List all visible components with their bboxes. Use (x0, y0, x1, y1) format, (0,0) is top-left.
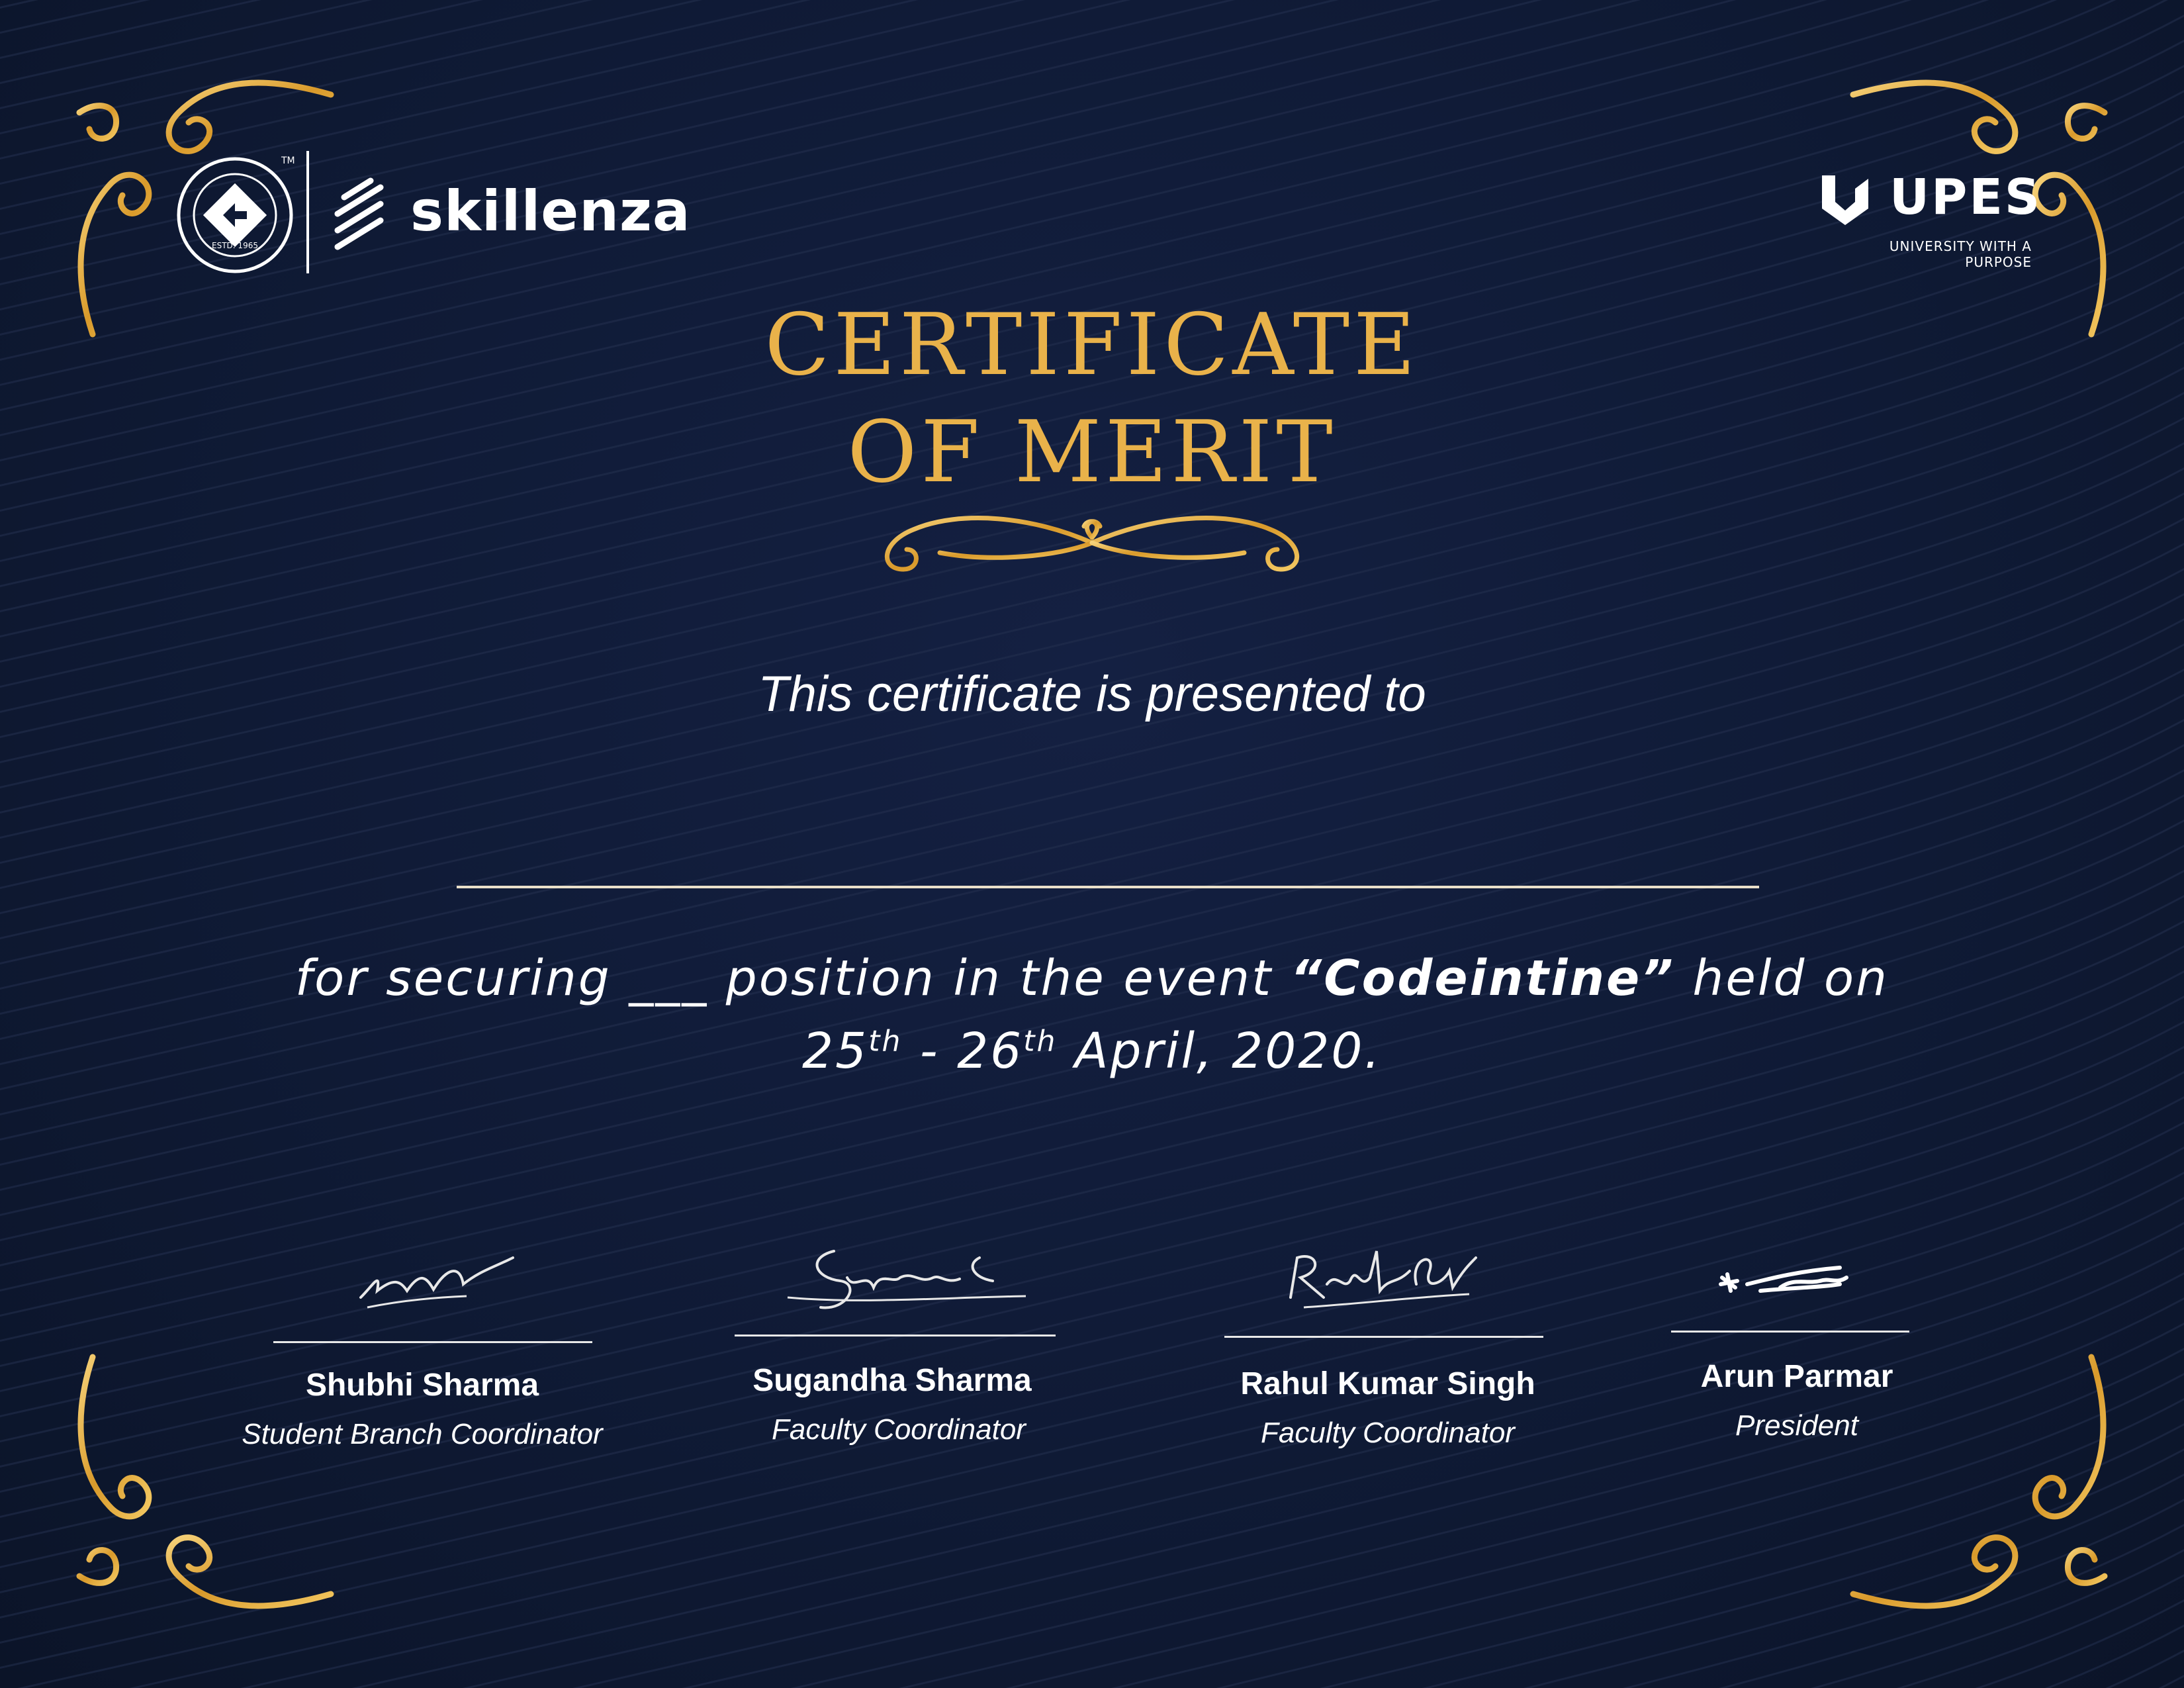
signature-line-3 (1224, 1336, 1543, 1338)
upes-logo-text: UPES (1889, 169, 2042, 226)
certificate-title-line1: CERTIFICATE (764, 296, 1420, 395)
title-divider-flourish (887, 518, 1297, 569)
signatory-role: Student Branch Coordinator (242, 1418, 603, 1450)
certificate-title-line2: OF MERIT (847, 403, 1337, 502)
signatory-name: Sugandha Sharma (752, 1363, 1032, 1398)
date-suffix-1: th (868, 1024, 903, 1058)
signature-shubhi-sharma (354, 1244, 526, 1317)
skillenza-logo-icon (331, 177, 387, 250)
signature-line-4 (1671, 1331, 1909, 1333)
date-day-2: - 26 (902, 1023, 1024, 1080)
date-month-year: April, 2020. (1057, 1023, 1382, 1080)
signatory-role: Faculty Coordinator (772, 1413, 1026, 1446)
signatory-role: President (1735, 1409, 1858, 1442)
signatory-1 (237, 1367, 608, 1451)
upes-logo-icon (1819, 172, 1872, 226)
upes-tagline: UNIVERSITY WITH A PURPOSE (1889, 238, 2032, 270)
event-date (0, 1023, 2184, 1080)
recipient-name-line (457, 886, 1759, 888)
csi-logo (169, 149, 301, 285)
csi-estd-text: ESTD. 1965 (212, 241, 258, 250)
signatory-4 (1612, 1358, 1982, 1442)
date-suffix-2: th (1023, 1024, 1058, 1058)
date-day-1: 25 (802, 1023, 869, 1080)
signatory-name: Arun Parmar (1700, 1359, 1893, 1394)
signature-arun-parmar (1707, 1258, 1866, 1311)
signatory-2 (707, 1362, 1077, 1446)
presented-to-text: This certificate is presented to (758, 666, 1426, 722)
signatory-name: Shubhi Sharma (305, 1368, 539, 1403)
signature-line-2 (735, 1335, 1056, 1336)
signature-sugandha-sharma (781, 1231, 1032, 1324)
logo-divider (306, 151, 309, 273)
signatory-role: Faculty Coordinator (1261, 1417, 1515, 1449)
signatory-name: Rahul Kumar Singh (1240, 1366, 1535, 1401)
signature-rahul-kumar-singh (1277, 1231, 1489, 1317)
csi-tm-text: TM (281, 156, 295, 166)
achievement-text (0, 950, 2184, 1007)
skillenza-logo-text: skillenza (410, 179, 691, 244)
signature-line-1 (273, 1341, 592, 1343)
signatory-3 (1203, 1366, 1573, 1450)
achievement-suffix: held on (1674, 950, 1889, 1007)
event-name: “Codeintine” (1290, 950, 1675, 1007)
achievement-prefix: for securing ___ position in the event (295, 950, 1291, 1007)
